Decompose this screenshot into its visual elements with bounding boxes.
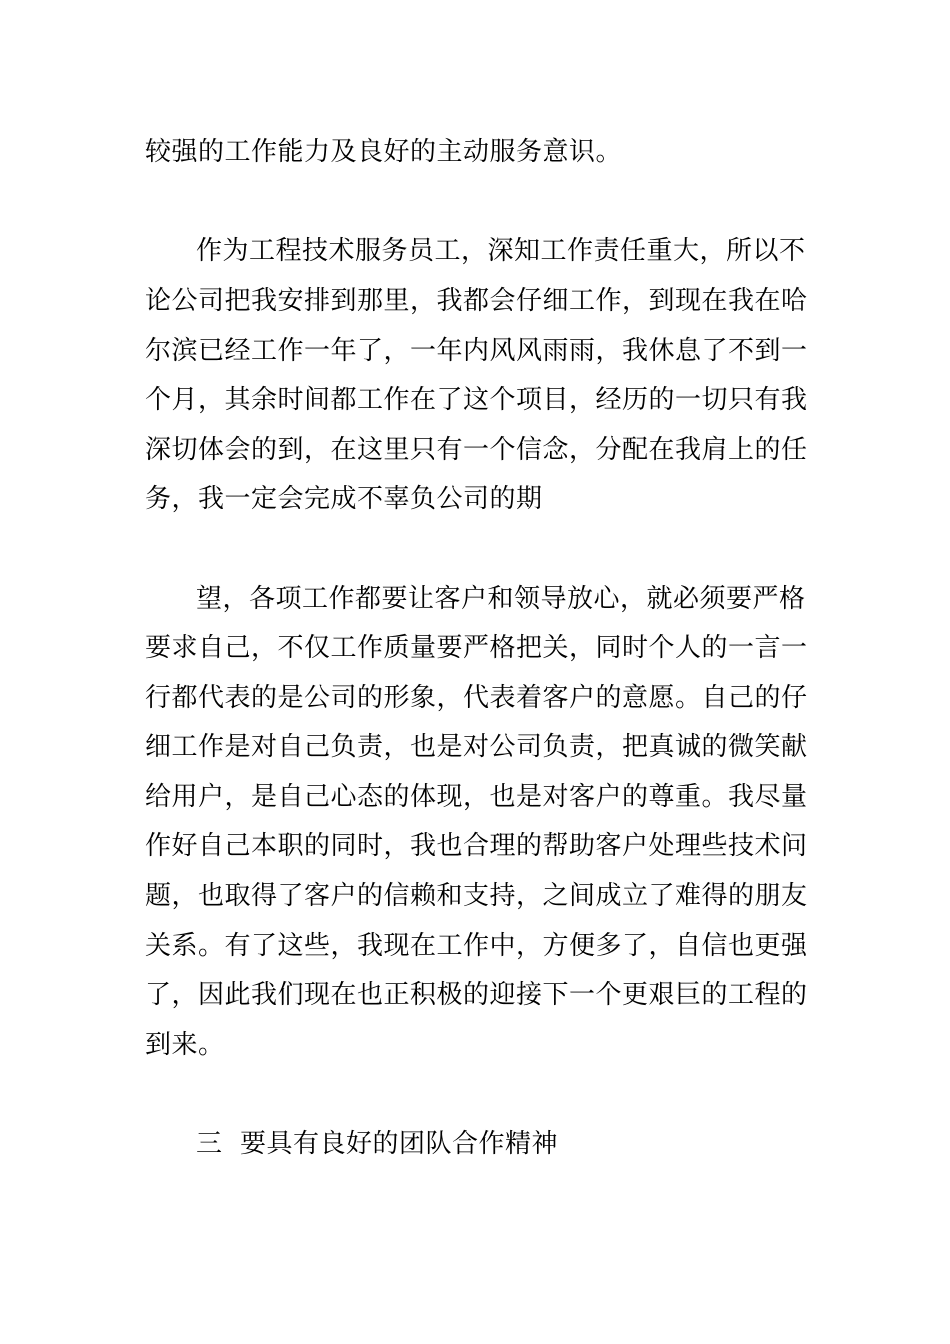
paragraph-line: 个月，其余时间都工作在了这个项目，经历的一切只有我 — [145, 385, 808, 415]
paragraph-line: 深切体会的到，在这里只有一个信念，分配在我肩上的任 — [145, 435, 808, 465]
paragraph-line: 了，因此我们现在也正积极的迎接下一个更艰巨的工程的 — [145, 980, 808, 1010]
paragraph-line: 作好自己本职的同时，我也合理的帮助客户处理些技术问 — [145, 831, 808, 861]
paragraph-line: 较强的工作能力及良好的主动服务意识。 — [145, 137, 623, 167]
paragraph-line: 论公司把我安排到那里，我都会仔细工作，到现在我在哈 — [145, 286, 808, 316]
paragraph-line: 务，我一定会完成不辜负公司的期 — [145, 484, 543, 514]
paragraph-line: 要求自己，不仅工作质量要严格把关，同时个人的一言一 — [145, 633, 808, 663]
paragraph-line: 给用户，是自己心态的体现，也是对客户的尊重。我尽量 — [145, 782, 808, 812]
paragraph-line: 细工作是对自己负责，也是对公司负责，把真诚的微笑献 — [145, 732, 808, 762]
paragraph-line: 望，各项工作都要让客户和领导放心，就必须要严格 — [196, 584, 806, 614]
paragraph-line: 行都代表的是公司的形象，代表着客户的意愿。自己的仔 — [145, 683, 808, 713]
paragraph-line: 到来。 — [145, 1030, 225, 1060]
paragraph-line: 作为工程技术服务员工，深知工作责任重大，所以不 — [196, 236, 806, 266]
paragraph-line: 题，也取得了客户的信赖和支持，之间成立了难得的朋友 — [145, 881, 808, 911]
section-heading: 三 要具有良好的团队合作精神 — [196, 1129, 559, 1159]
paragraph-line: 尔滨已经工作一年了，一年内风风雨雨，我休息了不到一 — [145, 336, 808, 366]
paragraph-line: 关系。有了这些，我现在工作中，方便多了，自信也更强 — [145, 931, 808, 961]
